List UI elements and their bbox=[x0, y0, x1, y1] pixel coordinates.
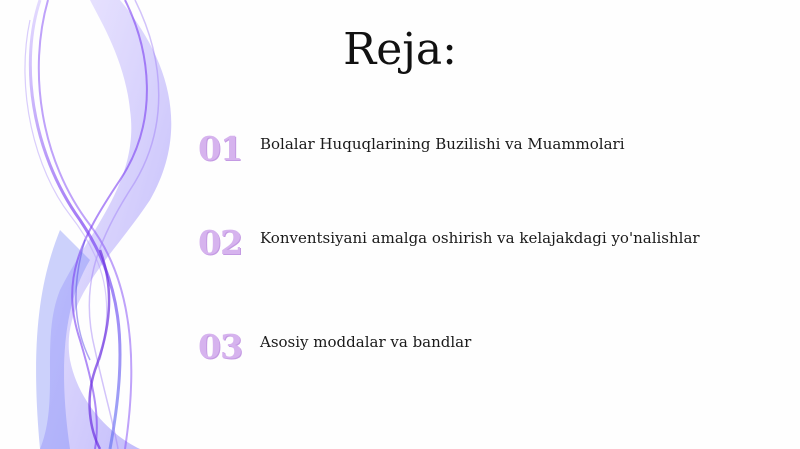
agenda-item-1 bbox=[198, 130, 778, 170]
purple-smoke-decoration bbox=[0, 0, 200, 449]
agenda-number: 01 bbox=[198, 129, 242, 168]
slide-title: Reja: bbox=[343, 24, 457, 75]
agenda-number: 02 bbox=[198, 223, 242, 262]
agenda-item-3 bbox=[198, 328, 778, 368]
agenda-text: Bolalar Huquqlarining Buzilishi va Muammolari bbox=[260, 135, 625, 153]
agenda-number: 03 bbox=[198, 327, 242, 366]
agenda-text: Konventsiyani amalga oshirish va kelajakdagi yo'nalishlar bbox=[260, 229, 700, 247]
agenda-text: Asosiy moddalar va bandlar bbox=[260, 333, 472, 351]
agenda-item-2 bbox=[198, 224, 778, 264]
